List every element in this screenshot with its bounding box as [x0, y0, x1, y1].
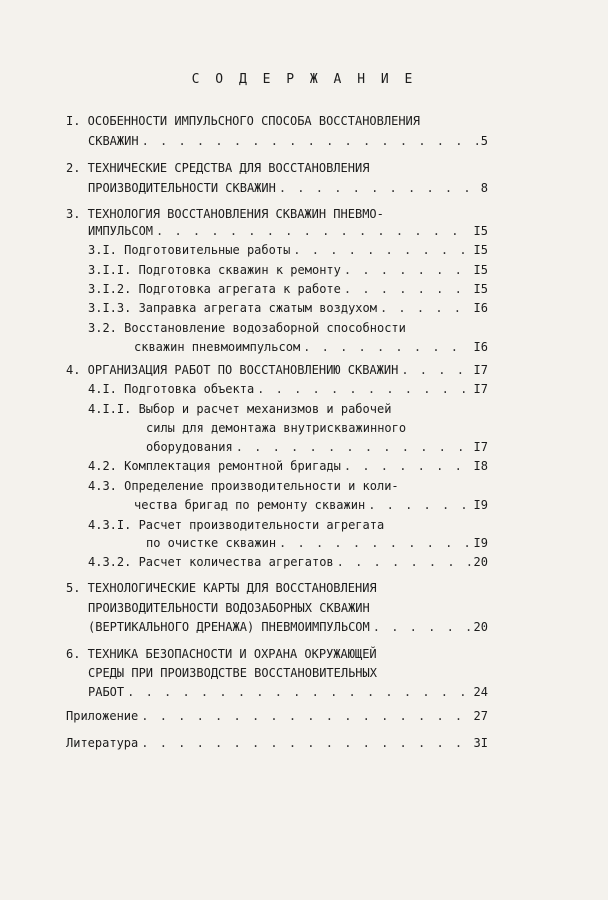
toc-entry-appendix: Приложение . . . 27 — [66, 708, 488, 724]
page-number: 8 — [480, 181, 488, 195]
dot-leader — [236, 439, 471, 455]
toc-entry-4-3-line2: чества бригад по ремонту скважин . . . I9 — [134, 497, 488, 513]
dot-leader — [344, 281, 471, 297]
page-number: I8 — [473, 459, 488, 473]
dot-leader — [337, 554, 471, 570]
page-number: I5 — [473, 224, 488, 238]
dot-leader — [303, 339, 470, 355]
toc-entry-4-1: 4.I. Подготовка объекта . . . I7 — [88, 381, 488, 397]
toc-entry-5-line1: 5. ТЕХНОЛОГИЧЕСКИЕ КАРТЫ ДЛЯ ВОССТАНОВЛЕНИЯ — [66, 581, 377, 595]
dot-leader — [373, 619, 471, 635]
toc-entry-4-3-2: 4.3.2. Расчет количества агрегатов . . . 20 — [88, 554, 488, 570]
toc-entry-3-line2: ИМПУЛЬСОМ . . . I5 — [88, 223, 488, 239]
dot-leader — [257, 381, 470, 397]
toc-entry-3-1-2: 3.I.2. Подготовка агрегата к работе . . . I5 — [88, 281, 488, 297]
dot-leader — [344, 458, 471, 474]
toc-entry-4-1-1-line3: оборудования . . . I7 — [146, 439, 488, 455]
page-number: I9 — [473, 536, 488, 550]
page-number: 3I — [473, 736, 488, 750]
page-number: I9 — [473, 498, 488, 512]
page-number: I5 — [473, 263, 488, 277]
page-number: 27 — [473, 709, 488, 723]
page-number: 24 — [473, 685, 488, 699]
toc-entry-2-line2: ПРОИЗВОДИТЕЛЬНОСТИ СКВАЖИН . . . 8 — [88, 180, 488, 196]
toc-entry-4-2: 4.2. Комплектация ремонтной бригады . . . I8 — [88, 458, 488, 474]
toc-entry-1-line2: СКВАЖИН . . . 5 — [88, 133, 488, 149]
toc-entry-4: 4. ОРГАНИЗАЦИЯ РАБОТ ПО ВОССТАНОВЛЕНИЮ СКВАЖИН . . . I7 — [66, 362, 488, 378]
page-number: 5 — [480, 134, 488, 148]
toc-entry-3-2-line1: 3.2. Восстановление водозаборной способности — [88, 321, 406, 335]
page-number: I6 — [473, 340, 488, 354]
dot-leader — [293, 242, 470, 258]
dot-leader — [141, 735, 470, 751]
page-number: 20 — [473, 620, 488, 634]
toc-entry-4-3-1-line2: по очистке скважин . . . I9 — [146, 535, 488, 551]
dot-leader — [344, 262, 471, 278]
page-number: 20 — [473, 555, 488, 569]
toc-entry-6-line1: 6. ТЕХНИКА БЕЗОПАСНОСТИ И ОХРАНА ОКРУЖАЮЩЕЙ — [66, 647, 377, 661]
toc-entry-literature: Литература . . . 3I — [66, 735, 488, 751]
page-number: I7 — [473, 440, 488, 454]
dot-leader — [380, 300, 471, 316]
toc-entry-1-line1: I. ОСОБЕННОСТИ ИМПУЛЬСНОГО СПОСОБА ВОССТАНОВЛЕНИЯ — [66, 114, 421, 128]
dot-leader — [127, 684, 470, 700]
toc-entry-4-3-line1: 4.3. Определение производительности и коли- — [88, 479, 399, 493]
toc-entry-3-1: 3.I. Подготовительные работы . . . I5 — [88, 242, 488, 258]
toc-entry-6-line3: РАБОТ . . . 24 — [88, 684, 488, 700]
toc-entry-3-1-3: 3.I.3. Заправка агрегата сжатым воздухом . . . I6 — [88, 300, 488, 316]
toc-entry-5-line2: ПРОИЗВОДИТЕЛЬНОСТИ ВОДОЗАБОРНЫХ СКВАЖИН — [88, 601, 370, 615]
dot-leader — [142, 133, 478, 149]
toc-entry-4-1-1-line2: силы для демонтажа внутрискважинного — [146, 421, 407, 435]
page-number: I7 — [473, 382, 488, 396]
toc-title: С О Д Е Р Ж А Н И Е — [191, 72, 417, 87]
toc-entry-6-line2: СРЕДЫ ПРИ ПРОИЗВОДСТВЕ ВОССТАНОВИТЕЛЬНЫХ — [88, 666, 377, 680]
toc-entry-5-line3: (ВЕРТИКАЛЬНОГО ДРЕНАЖА) ПНЕВМОИМПУЛЬСОМ . . . 20 — [88, 619, 488, 635]
page-number: I5 — [473, 243, 488, 257]
dot-leader — [141, 708, 470, 724]
dot-leader — [401, 362, 470, 378]
dot-leader — [368, 497, 470, 513]
toc-entry-4-3-1-line1: 4.3.I. Расчет производительности агрегата — [88, 518, 385, 532]
dot-leader — [279, 180, 478, 196]
toc-entry-2-line1: 2. ТЕХНИЧЕСКИЕ СРЕДСТВА ДЛЯ ВОССТАНОВЛЕНИЯ — [66, 161, 370, 175]
dot-leader — [156, 223, 471, 239]
toc-entry-3-2-line2: скважин пневмоимпульсом . . . I6 — [134, 339, 488, 355]
page-number: I5 — [473, 282, 488, 296]
toc-entry-3-line1: 3. ТЕХНОЛОГИЯ ВОССТАНОВЛЕНИЯ СКВАЖИН ПНЕВМО- — [66, 207, 384, 221]
toc-entry-3-1-1: 3.I.I. Подготовка скважин к ремонту . . . I5 — [88, 262, 488, 278]
page-number: I7 — [473, 363, 488, 377]
toc-entry-4-1-1-line1: 4.I.I. Выбор и расчет механизмов и рабочей — [88, 402, 392, 416]
dot-leader — [279, 535, 471, 551]
page-number: I6 — [473, 301, 488, 315]
